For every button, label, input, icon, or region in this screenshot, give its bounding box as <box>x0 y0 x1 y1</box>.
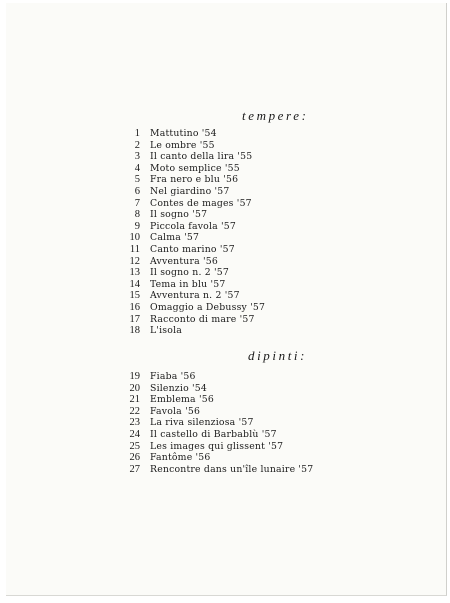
list-item <box>118 452 313 464</box>
list-item <box>118 151 265 163</box>
item-title: Il castello di Barbablù '57 <box>150 428 277 440</box>
list-item <box>118 174 265 186</box>
section-heading-dipinti: dipinti: <box>248 348 308 363</box>
item-number: 13 <box>129 267 140 279</box>
item-title: Racconto di mare '57 <box>150 313 255 325</box>
list-item <box>118 279 265 291</box>
item-title: Calma '57 <box>150 232 200 244</box>
item-number: 24 <box>129 428 140 440</box>
item-title: Piccola favola '57 <box>150 220 237 232</box>
dipinti-list <box>118 371 313 475</box>
item-title: Le ombre '55 <box>150 139 215 151</box>
item-title: Emblema '56 <box>150 394 214 406</box>
list-item <box>118 417 313 429</box>
item-title: Mattutino '54 <box>150 128 217 139</box>
item-number: 17 <box>129 313 140 325</box>
catalogue-page <box>6 3 447 596</box>
item-title: Tema in blu '57 <box>150 278 226 290</box>
list-item <box>118 325 265 337</box>
list-item <box>118 256 265 268</box>
list-item <box>118 441 313 453</box>
item-number: 9 <box>134 220 140 232</box>
list-item <box>118 244 265 256</box>
item-title: Avventura '56 <box>150 255 218 267</box>
item-number: 20 <box>129 382 140 394</box>
item-title: Il sogno '57 <box>150 209 208 221</box>
item-title: Fiaba '56 <box>150 371 196 382</box>
item-title: Silenzio '54 <box>150 382 208 394</box>
item-number: 5 <box>134 174 140 186</box>
item-number: 12 <box>129 255 140 267</box>
item-number: 3 <box>134 151 140 163</box>
list-item <box>118 209 265 221</box>
list-item <box>118 383 313 395</box>
item-title: La riva silenziosa '57 <box>150 417 254 429</box>
tempere-list <box>118 128 265 337</box>
item-number: 4 <box>134 162 140 174</box>
item-title: Omaggio a Debussy '57 <box>150 301 266 313</box>
item-title: Fantôme '56 <box>150 452 211 464</box>
list-item <box>118 464 313 476</box>
list-item <box>118 186 265 198</box>
item-title: Il sogno n. 2 '57 <box>150 267 230 279</box>
item-number: 21 <box>129 394 140 406</box>
item-number: 15 <box>129 290 140 302</box>
item-number: 2 <box>134 139 140 151</box>
item-title: Favola '56 <box>150 405 201 417</box>
list-item <box>118 163 265 175</box>
list-item <box>118 394 313 406</box>
item-number: 26 <box>129 452 140 464</box>
list-item <box>118 371 313 383</box>
list-item <box>118 406 313 418</box>
item-title: Moto semplice '55 <box>150 162 240 174</box>
item-title: Rencontre dans un'île lunaire '57 <box>150 463 314 475</box>
item-title: Il canto della lira '55 <box>150 151 253 163</box>
item-number: 1 <box>134 128 140 139</box>
list-item <box>118 128 265 140</box>
item-title: Avventura n. 2 '57 <box>150 290 240 302</box>
item-number: 27 <box>129 463 140 475</box>
list-item <box>118 221 265 233</box>
item-number: 23 <box>129 417 140 429</box>
item-number: 16 <box>129 301 140 313</box>
item-title: Les images qui glissent '57 <box>150 440 284 452</box>
item-number: 7 <box>134 197 140 209</box>
item-number: 10 <box>129 232 140 244</box>
list-item <box>118 314 265 326</box>
list-item <box>118 302 265 314</box>
item-title: Contes de mages '57 <box>150 197 252 209</box>
item-number: 22 <box>129 405 140 417</box>
list-item <box>118 429 313 441</box>
list-item <box>118 290 265 302</box>
item-title: Canto marino '57 <box>150 243 235 255</box>
item-number: 14 <box>129 278 140 290</box>
item-number: 6 <box>134 185 140 197</box>
item-title: Fra nero e blu '56 <box>150 174 239 186</box>
list-item <box>118 140 265 152</box>
item-number: 18 <box>129 325 140 337</box>
item-number: 8 <box>134 209 140 221</box>
list-item <box>118 267 265 279</box>
section-heading-tempere: tempere: <box>242 108 309 123</box>
list-item <box>118 198 265 210</box>
item-number: 19 <box>129 371 140 382</box>
list-item <box>118 232 265 244</box>
item-number: 25 <box>129 440 140 452</box>
item-title: Nel giardino '57 <box>150 185 230 197</box>
item-title: L'isola <box>150 325 182 337</box>
item-number: 11 <box>129 243 140 255</box>
